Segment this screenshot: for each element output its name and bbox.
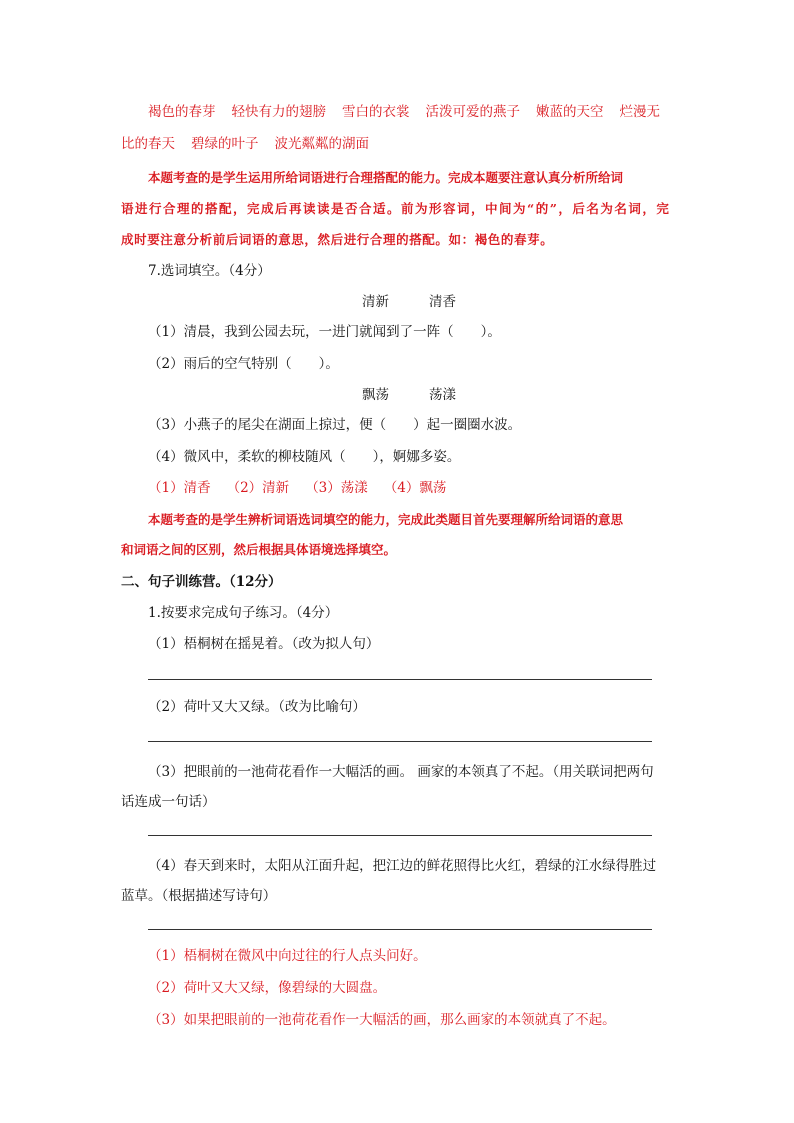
sentence-answer-2: （2）荷叶又大又绿，像碧绿的大圆盘。 <box>148 980 387 996</box>
sentence-task-1: （1）梧桐树在摇晃着。（改为拟人句） <box>148 636 380 652</box>
q6-analysis-line-3: 成时要注意分析前后词语的意思，然后进行合理的搭配。如：褐色的春芽。 <box>121 232 554 247</box>
sentence-answer-3: （3）如果把眼前的一池荷花看作一大幅活的画，那么画家的本领就真了不起。 <box>148 1012 616 1028</box>
sentence-task-4-line-2: 蓝草。（根据描述写诗句） <box>121 888 277 904</box>
q6-answer-line-2 <box>121 134 369 154</box>
q7-item-3: （3）小燕子的尾尖在湖面上掠过，便（ ）起一圈圈水波。 <box>148 417 522 433</box>
q7-item-2: （2）雨后的空气特别（ ）。 <box>148 356 339 372</box>
answer-phrase: 烂漫无 <box>619 104 660 120</box>
word-choice: 清新 <box>362 294 389 310</box>
q7-word-choices-2 <box>362 385 456 405</box>
answer-item: （4）飘荡 <box>383 480 447 496</box>
q6-analysis-line-1: 本题考查的是学生运用所给词语进行合理搭配的能力。完成本题要注意认真分析所给词 <box>148 170 624 185</box>
answer-phrase: 轻快有力的翅膀 <box>231 104 326 120</box>
q7-item-4: （4）微风中，柔软的柳枝随风（ ），婀娜多姿。 <box>148 449 461 465</box>
sentence-task-3-line-1: （3）把眼前的一池荷花看作一大幅活的画。 画家的本领真了不起。（用关联词把两句 <box>148 764 654 780</box>
answer-phrase: 波光粼粼的湖面 <box>274 136 369 152</box>
answer-phrase: 嫩蓝的天空 <box>536 104 604 120</box>
answer-blank-line-4[interactable] <box>148 929 652 930</box>
answer-item: （2）清新 <box>226 480 290 496</box>
word-choice: 飘荡 <box>362 387 389 403</box>
answer-phrase: 活泼可爱的燕子 <box>425 104 520 120</box>
answer-item: （3）荡漾 <box>305 480 368 496</box>
q6-analysis-line-2: 语进行合理的搭配，完成后再读读是否合适。前为形容词，中间为“的”，后名为名词，完 <box>121 201 671 216</box>
s2-q1-title: 1.按要求完成句子练习。（4分） <box>148 605 339 621</box>
sentence-task-3-line-2: 话连成一句话） <box>121 794 216 810</box>
answer-blank-line-3[interactable] <box>148 835 652 836</box>
answer-blank-line-1[interactable] <box>148 679 652 680</box>
q6-answer-line-1 <box>148 102 660 122</box>
answer-blank-line-2[interactable] <box>148 741 652 742</box>
sentence-answer-1: （1）梧桐树在微风中向过往的行人点头问好。 <box>148 948 427 964</box>
answer-phrase: 雪白的衣裳 <box>342 104 410 120</box>
word-choice: 清香 <box>429 294 456 310</box>
answer-phrase: 褐色的春芽 <box>148 104 216 120</box>
q7-analysis-line-2: 和词语之间的区别，然后根据具体语境选择填空。 <box>121 542 397 557</box>
q7-analysis-line-1: 本题考查的是学生辨析词语选词填空的能力，完成此类题目首先要理解所给词语的意思 <box>148 512 624 527</box>
q7-word-choices-1 <box>362 292 456 312</box>
q7-answer <box>148 478 446 498</box>
q7-item-1: （1）清晨，我到公园去玩，一进门就闻到了一阵（ ）。 <box>148 324 501 340</box>
q7-title: 7.选词填空。（4分） <box>148 263 271 279</box>
section-2-title: 二、句子训练营。（12分） <box>121 574 282 590</box>
answer-phrase: 碧绿的叶子 <box>191 136 259 152</box>
sentence-task-4-line-1: （4）春天到来时，太阳从江面升起，把江边的鲜花照得比火红，碧绿的江水绿得胜过 <box>148 858 657 874</box>
word-choice: 荡漾 <box>429 387 456 403</box>
answer-phrase: 比的春天 <box>121 136 175 152</box>
answer-item: （1）清香 <box>148 480 211 496</box>
sentence-task-2: （2）荷叶又大又绿。（改为比喻句） <box>148 699 366 715</box>
